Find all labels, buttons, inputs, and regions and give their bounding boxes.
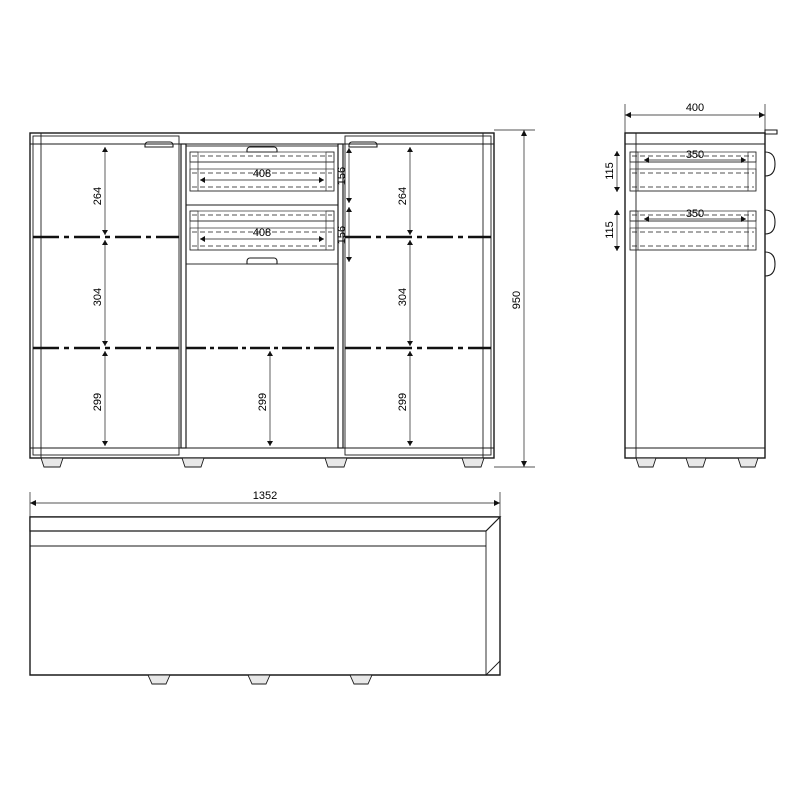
side-door-handle-profile: [765, 252, 775, 276]
dim-side-drawer-lower-depth: 350: [685, 208, 705, 220]
dim-front-drawer-lower-height: 156: [336, 225, 348, 245]
dim-side-drawer-upper-depth: 350: [685, 149, 705, 161]
side-foot-3: [738, 458, 758, 467]
front-foot-4: [462, 458, 484, 467]
front-foot-2: [182, 458, 204, 467]
dim-front-right-middle: 304: [397, 287, 409, 307]
front-divider-right: [338, 144, 343, 448]
front-divider-left: [181, 144, 186, 448]
top-foot-1: [148, 675, 170, 684]
side-view: [625, 130, 777, 467]
dim-front-drawer-lower-width: 408: [252, 227, 272, 239]
dim-side-drawer-upper-height: 115: [604, 162, 616, 180]
top-view: [30, 517, 500, 684]
side-drawer-lower-handle-profile: [765, 210, 775, 234]
dim-side-drawer-lower-height: 115: [604, 221, 616, 239]
side-foot-2: [686, 458, 706, 467]
dim-front-right-top: 264: [397, 186, 409, 206]
side-drawer-upper-handle-profile: [765, 152, 775, 176]
dim-front-drawer-upper-height: 156: [336, 166, 348, 186]
top-plate-outline: [30, 517, 500, 675]
dim-front-left-bottom: 299: [92, 392, 104, 412]
top-foot-2: [248, 675, 270, 684]
dim-front-left-middle: 304: [92, 287, 104, 307]
top-foot-3: [350, 675, 372, 684]
front-foot-1: [41, 458, 63, 467]
dim-front-center-bottom: 299: [257, 392, 269, 412]
front-foot-3: [325, 458, 347, 467]
top-plate-back-edge: [30, 517, 500, 531]
dim-top-total-width: 1352: [252, 490, 278, 502]
side-top-edge-handle: [765, 130, 777, 134]
dim-front-left-top: 264: [92, 186, 104, 206]
dim-side-depth: 400: [685, 102, 705, 114]
dim-front-right-bottom: 299: [397, 392, 409, 412]
dim-front-total-height: 950: [511, 290, 523, 310]
side-carcass-outline: [625, 133, 765, 458]
side-foot-1: [636, 458, 656, 467]
dim-front-drawer-upper-width: 408: [252, 168, 272, 180]
